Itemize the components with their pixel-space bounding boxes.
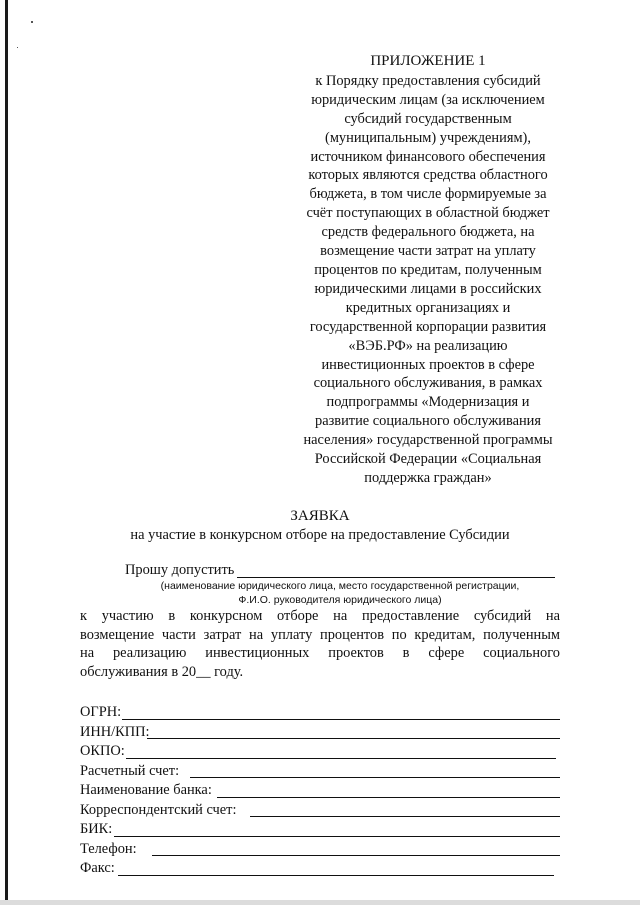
request-subtitle: на участие в конкурсном отборе на предоставление Субсидии (130, 527, 510, 543)
body-line: на реализацию инвестиционных проектов в сфере социального (80, 645, 560, 662)
appendix-line: социального обслуживания, в рамках (313, 375, 543, 392)
field-fax-label: Факс: (80, 860, 115, 876)
body-line: к участию в конкурсном отборе на предоставление субсидий на (80, 608, 560, 624)
appendix-line: развитие социального обслуживания (315, 413, 541, 430)
scan-speck (17, 47, 18, 48)
field-inn-kpp (80, 723, 570, 743)
appendix-line: инвестиционных проектов в сфере (321, 356, 535, 373)
appendix-line: подпрограммы «Модернизация и (326, 394, 530, 411)
request-title: ЗАЯВКА (290, 508, 350, 524)
appendix-line: юридическим лицам (за исключением (311, 91, 545, 108)
field-phone (80, 840, 570, 860)
appendix-line: бюджета, в том числе формируемые за (309, 186, 547, 203)
request-body (80, 607, 560, 681)
field-ogrn-label: ОГРН: (80, 704, 122, 720)
body-line: обслуживания в 20__ году. (80, 663, 244, 680)
appendix-line: населения» государственной программы (303, 432, 553, 449)
field-phone-label: Телефон: (80, 840, 137, 857)
field-okpo-blank[interactable] (126, 758, 556, 759)
field-bik-blank[interactable] (114, 836, 560, 837)
applicant-hint-line-2: Ф.И.О. руководителя юридического лица) (238, 594, 442, 606)
field-okpo-label: ОКПО: (80, 743, 125, 759)
appendix-line: счёт поступающих в областной бюджет (306, 205, 550, 222)
requisites-fields (80, 703, 570, 879)
body-line: возмещение части затрат на уплату процентов по кредитам, полученным (80, 626, 560, 643)
field-account-label: Расчетный счет: (80, 762, 180, 779)
applicant-hint-line-1: (наименование юридического лица, место государственной регистрации, (160, 580, 520, 592)
field-fax-blank[interactable] (118, 875, 554, 876)
field-bik-label: БИК: (80, 821, 113, 837)
appendix-line: кредитных организациях и (345, 299, 511, 316)
appendix-line: (муниципальным) учреждениям), (325, 129, 531, 146)
appendix-block (278, 52, 578, 488)
appendix-line: «ВЭБ.РФ» на реализацию (348, 337, 508, 354)
appendix-heading: ПРИЛОЖЕНИЕ 1 (370, 53, 486, 69)
appendix-line: источником финансового обеспечения (310, 148, 546, 165)
field-inn-kpp-label: ИНН/КПП: (80, 723, 150, 740)
appendix-line: которых являются средства областного (308, 167, 548, 184)
field-ogrn (80, 703, 570, 723)
appendix-line: поддержка граждан» (364, 469, 492, 486)
field-ogrn-blank[interactable] (122, 719, 560, 720)
field-bank (80, 781, 570, 801)
field-account-blank[interactable] (190, 777, 560, 778)
appendix-line: к Порядку предоставления субсидий (315, 72, 541, 89)
field-bank-blank[interactable] (217, 797, 560, 798)
appendix-line: субсидий государственным (344, 110, 512, 127)
field-corr-account-blank[interactable] (250, 816, 560, 817)
field-corr-account-label: Корреспондентский счет: (80, 801, 237, 818)
field-corr-account (80, 801, 570, 821)
field-phone-blank[interactable] (152, 855, 560, 856)
appendix-line: Российской Федерации «Социальная (314, 451, 542, 468)
appendix-line: возмещение части затрат на уплату (320, 243, 536, 260)
field-bik (80, 820, 570, 840)
field-okpo (80, 742, 570, 762)
scan-bottom-strip (0, 900, 640, 905)
field-bank-label: Наименование банка: (80, 782, 212, 798)
applicant-name-blank[interactable] (237, 577, 555, 578)
ask-label: Прошу допустить (125, 562, 235, 578)
field-fax (80, 859, 570, 879)
scan-left-border (5, 0, 8, 905)
ask-row (125, 562, 555, 580)
appendix-line: процентов по кредитам, полученным (314, 261, 542, 278)
appendix-line: юридическими лицами в российских (314, 280, 542, 297)
appendix-line: государственной корпорации развития (309, 318, 547, 335)
field-inn-kpp-blank[interactable] (147, 738, 560, 739)
field-account (80, 762, 570, 782)
scan-speck (31, 21, 33, 23)
appendix-line: средств федерального бюджета, на (321, 224, 535, 241)
